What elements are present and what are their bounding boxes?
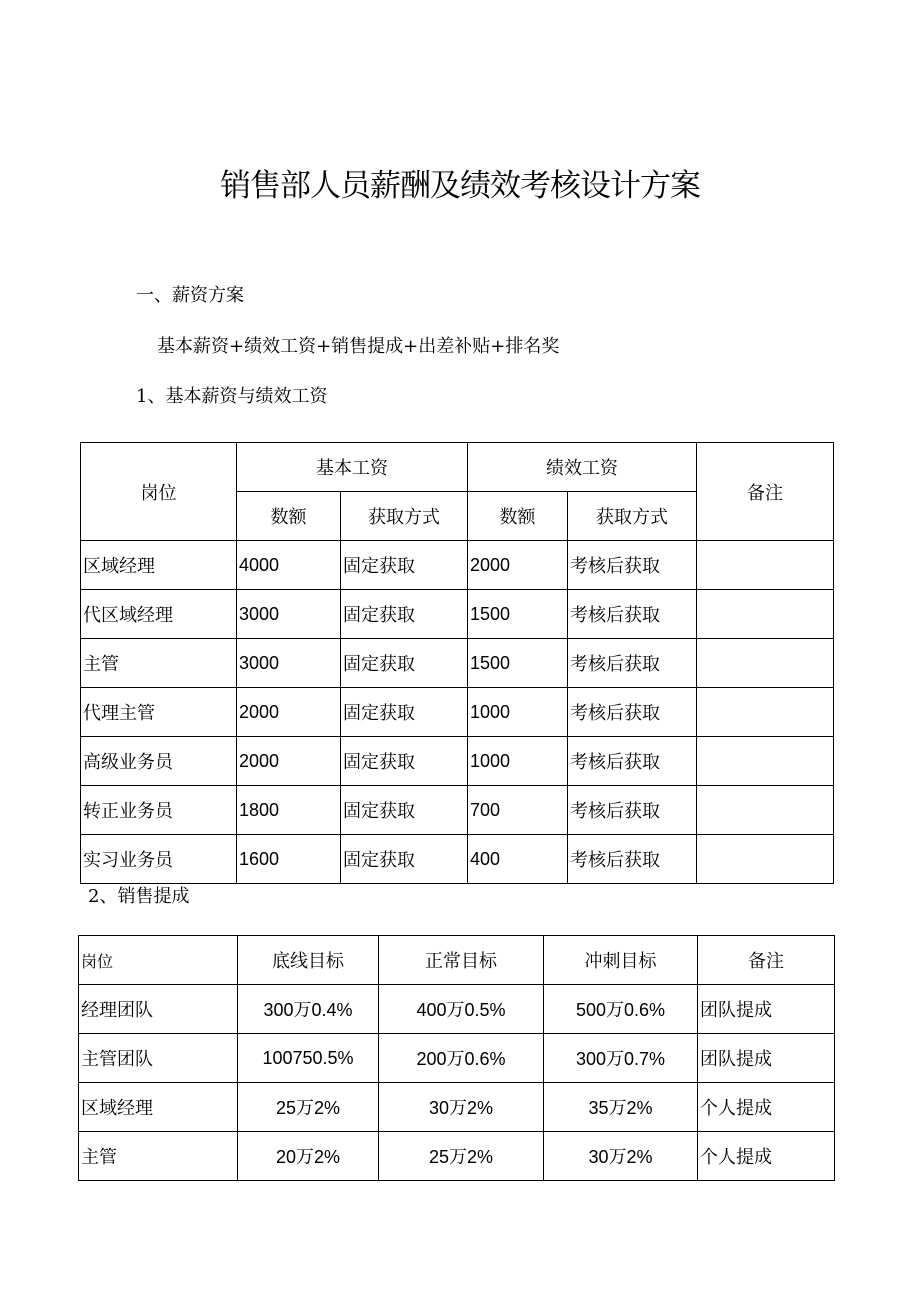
cell-perf-method: 考核后获取 xyxy=(568,688,697,737)
cell-perf-method: 考核后获取 xyxy=(568,835,697,884)
cell-normal-target: 30万2% xyxy=(379,1083,544,1132)
cell-perf-amount: 1500 xyxy=(468,639,568,688)
cell-remark xyxy=(697,688,834,737)
table-header-row xyxy=(79,936,835,985)
cell-basic-method: 固定获取 xyxy=(341,688,468,737)
cell-sprint-target: 300万0.7% xyxy=(544,1034,698,1083)
cell-remark xyxy=(697,541,834,590)
cell-basic-amount: 1800 xyxy=(237,786,341,835)
cell-remark xyxy=(697,639,834,688)
cell-remark: 团队提成 xyxy=(698,985,835,1034)
cell-perf-amount: 1500 xyxy=(468,590,568,639)
cell-basic-amount: 3000 xyxy=(237,590,341,639)
cell-remark: 个人提成 xyxy=(698,1132,835,1181)
salary-table xyxy=(80,442,834,884)
table-row xyxy=(81,590,834,639)
table-row xyxy=(79,1083,835,1132)
header-position: 岗位 xyxy=(81,443,237,541)
cell-perf-amount: 1000 xyxy=(468,737,568,786)
cell-basic-amount: 3000 xyxy=(237,639,341,688)
cell-basic-amount: 4000 xyxy=(237,541,341,590)
cell-position: 区域经理 xyxy=(81,541,237,590)
cell-perf-method: 考核后获取 xyxy=(568,639,697,688)
table-header-row xyxy=(81,443,834,492)
commission-table xyxy=(78,935,835,1181)
table-row xyxy=(81,737,834,786)
header-basic-salary: 基本工资 xyxy=(237,443,468,492)
cell-remark xyxy=(697,590,834,639)
table-row xyxy=(81,835,834,884)
page-title: 销售部人员薪酬及绩效考核设计方案 xyxy=(220,168,700,204)
cell-basic-method: 固定获取 xyxy=(341,590,468,639)
cell-basic-amount: 2000 xyxy=(237,688,341,737)
cell-remark: 个人提成 xyxy=(698,1083,835,1132)
cell-perf-amount: 700 xyxy=(468,786,568,835)
header-perf-method: 获取方式 xyxy=(568,492,697,541)
cell-base-target: 25万2% xyxy=(238,1083,379,1132)
cell-basic-method: 固定获取 xyxy=(341,541,468,590)
cell-sprint-target: 30万2% xyxy=(544,1132,698,1181)
cell-perf-amount: 2000 xyxy=(468,541,568,590)
cell-remark xyxy=(697,835,834,884)
subsection-heading-commission: 2、销售提成 xyxy=(88,886,190,907)
cell-remark xyxy=(697,737,834,786)
cell-basic-amount: 1600 xyxy=(237,835,341,884)
cell-position: 转正业务员 xyxy=(81,786,237,835)
cell-normal-target: 400万0.5% xyxy=(379,985,544,1034)
table-row xyxy=(81,541,834,590)
cell-basic-amount: 2000 xyxy=(237,737,341,786)
table-row xyxy=(81,688,834,737)
cell-perf-method: 考核后获取 xyxy=(568,541,697,590)
table-row xyxy=(81,786,834,835)
header-basic-method: 获取方式 xyxy=(341,492,468,541)
cell-normal-target: 25万2% xyxy=(379,1132,544,1181)
table-row xyxy=(79,1034,835,1083)
cell-position: 代理主管 xyxy=(81,688,237,737)
cell-perf-method: 考核后获取 xyxy=(568,737,697,786)
header-sprint-target: 冲刺目标 xyxy=(544,936,698,985)
header-base-target: 底线目标 xyxy=(238,936,379,985)
cell-remark: 团队提成 xyxy=(698,1034,835,1083)
cell-basic-method: 固定获取 xyxy=(341,737,468,786)
cell-position: 高级业务员 xyxy=(81,737,237,786)
subsection-heading-basic-salary: 1、基本薪资与绩效工资 xyxy=(136,386,328,407)
table-row xyxy=(79,1132,835,1181)
cell-sprint-target: 500万0.6% xyxy=(544,985,698,1034)
header-remark: 备注 xyxy=(697,443,834,541)
table-row xyxy=(79,985,835,1034)
cell-basic-method: 固定获取 xyxy=(341,786,468,835)
cell-sprint-target: 35万2% xyxy=(544,1083,698,1132)
cell-perf-method: 考核后获取 xyxy=(568,786,697,835)
header-performance-salary: 绩效工资 xyxy=(468,443,697,492)
cell-perf-amount: 1000 xyxy=(468,688,568,737)
section-heading-salary: 一、薪资方案 xyxy=(136,285,244,306)
header-position: 岗位 xyxy=(79,936,238,985)
cell-position: 经理团队 xyxy=(79,985,238,1034)
cell-perf-amount: 400 xyxy=(468,835,568,884)
header-normal-target: 正常目标 xyxy=(379,936,544,985)
salary-formula: 基本薪资+绩效工资+销售提成+出差补贴+排名奖 xyxy=(157,336,560,357)
cell-basic-method: 固定获取 xyxy=(341,639,468,688)
cell-perf-method: 考核后获取 xyxy=(568,590,697,639)
cell-basic-method: 固定获取 xyxy=(341,835,468,884)
cell-remark xyxy=(697,786,834,835)
header-remark: 备注 xyxy=(698,936,835,985)
cell-base-target: 300万0.4% xyxy=(238,985,379,1034)
cell-position: 代区域经理 xyxy=(81,590,237,639)
cell-position: 区域经理 xyxy=(79,1083,238,1132)
cell-position: 主管 xyxy=(79,1132,238,1181)
header-basic-amount: 数额 xyxy=(237,492,341,541)
cell-position: 实习业务员 xyxy=(81,835,237,884)
cell-position: 主管团队 xyxy=(79,1034,238,1083)
header-perf-amount: 数额 xyxy=(468,492,568,541)
cell-normal-target: 200万0.6% xyxy=(379,1034,544,1083)
cell-base-target: 20万2% xyxy=(238,1132,379,1181)
table-row xyxy=(81,639,834,688)
cell-position: 主管 xyxy=(81,639,237,688)
cell-base-target: 100750.5% xyxy=(238,1034,379,1083)
